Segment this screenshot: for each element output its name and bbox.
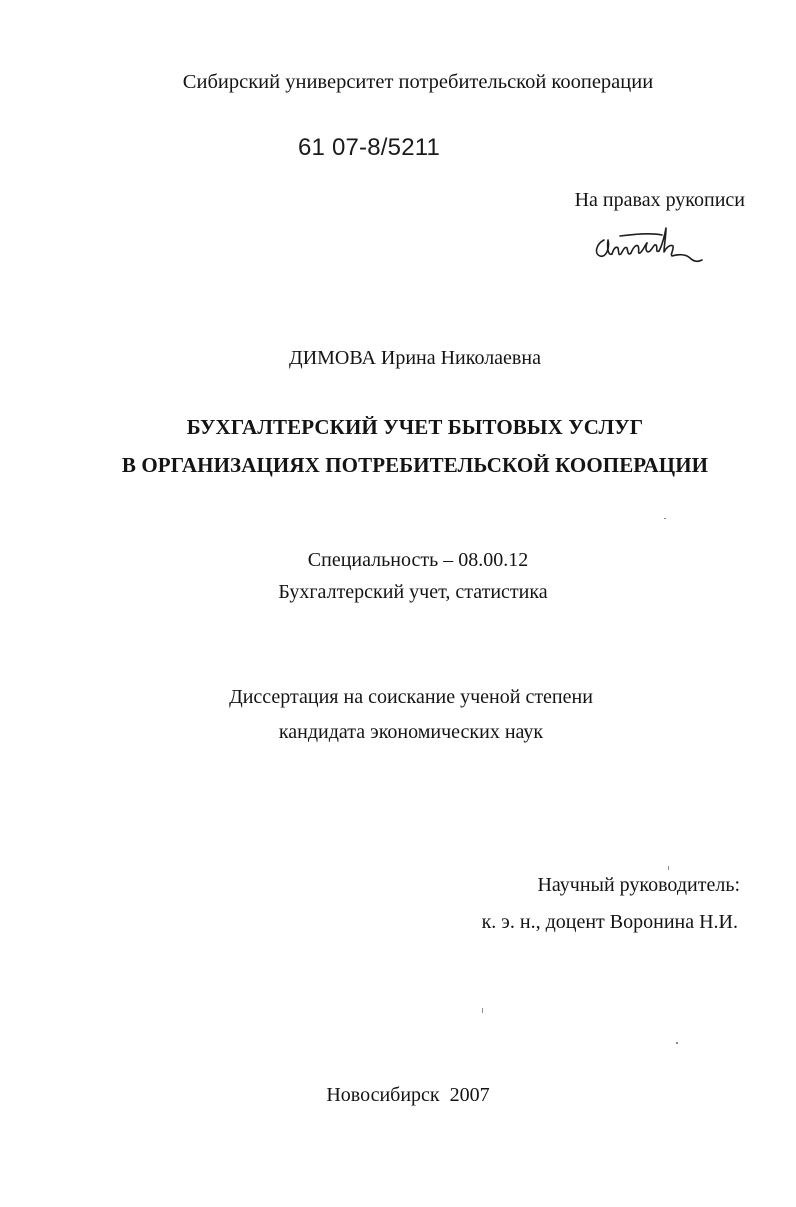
scan-speck — [664, 518, 666, 519]
dissertation-title-line: В ОРГАНИЗАЦИЯХ ПОТРЕБИТЕЛЬСКОЙ КООПЕРАЦИИ — [121, 453, 709, 477]
manuscript-note: На правах рукописи — [574, 189, 745, 211]
specialty-code: Специальность – 08.00.12 — [307, 549, 529, 571]
degree-line: Диссертация на соискание ученой степени — [229, 686, 593, 708]
scan-speck — [668, 866, 669, 870]
city-year: Новосибирск 2007 — [326, 1084, 490, 1106]
author-signature — [590, 218, 706, 274]
advisor-label: Научный руководитель: — [537, 874, 740, 896]
specialty-name: Бухгалтерский учет, статистика — [278, 581, 548, 603]
catalog-number: 61 07-8/5211 — [298, 134, 441, 161]
scan-speck — [482, 1008, 483, 1013]
degree-line: кандидата экономических наук — [278, 721, 544, 743]
scan-speck — [676, 1042, 678, 1044]
dissertation-title-line: БУХГАЛТЕРСКИЙ УЧЕТ БЫТОВЫХ УСЛУГ — [186, 415, 644, 439]
advisor-name: к. э. н., доцент Воронина Н.И. — [481, 911, 738, 933]
author-name: ДИМОВА Ирина Николаевна — [289, 347, 541, 369]
university-name: Сибирский университет потребительской кооперации — [182, 71, 654, 93]
